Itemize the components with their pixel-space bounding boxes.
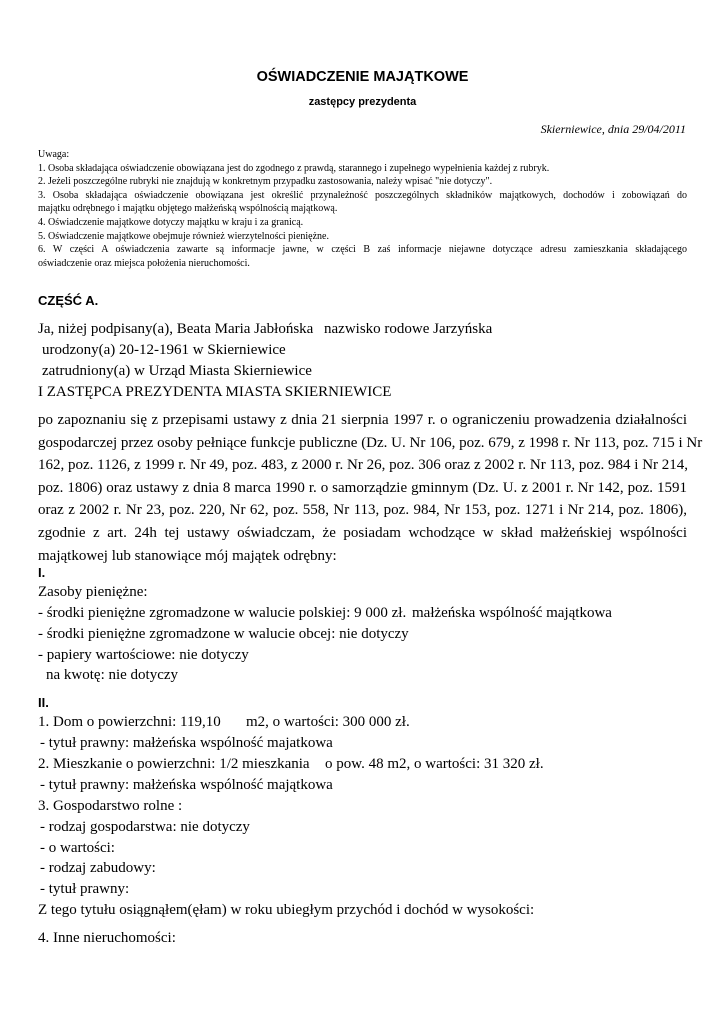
position-title: I ZASTĘPCA PREZYDENTA MIASTA SKIERNIEWICE <box>38 384 392 400</box>
house-area: 1. Dom o powierzchni: 119,10 <box>38 714 221 730</box>
notes-heading: Uwaga: <box>38 149 70 160</box>
farm-income: Z tego tytułu osiągnąłem(ęłam) w roku ubiegłym przychód i dochód w wysokości: <box>38 902 535 918</box>
cash-resources-title: Zasoby pieniężne: <box>38 584 148 600</box>
section-1-heading: I. <box>38 565 46 580</box>
securities-amount: na kwotę: nie dotyczy <box>46 667 179 683</box>
other-property-heading: 4. Inne nieruchomości: <box>38 930 176 946</box>
note-line: majątku odrębnego i majątku objętego małżeńską wspólnością majątkową. <box>38 203 338 215</box>
pln-cash-ownership: małżeńska wspólność majątkowa <box>412 605 612 621</box>
part-a-heading: CZĘŚĆ A. <box>38 293 99 308</box>
flat-legal-title: - tytuł prawny: małżeńska wspólność majątkowa <box>40 777 333 793</box>
securities: - papiery wartościowe: nie dotyczy <box>38 647 249 663</box>
birth-info: urodzony(a) 20-12-1961 w Skierniewice <box>42 342 286 358</box>
statement-line: zgodnie z art. 24h tej ustawy oświadczam, że posiadam wchodzące w skład małżeńskiej wspólności <box>38 524 687 541</box>
document-title: OŚWIADCZENIE MAJĄTKOWE <box>256 69 469 85</box>
pln-cash: - środki pieniężne zgromadzone w walucie polskiej: 9 000 zł. <box>38 605 407 621</box>
farm-legal-title: - tytuł prawny: <box>40 881 130 897</box>
note-line: 2. Jeżeli poszczególne rubryki nie znajdują w konkretnym przypadku zastosowania, należy wpisać "nie dotyczy". <box>38 176 493 188</box>
flat-value: o pow. 48 m2, o wartości: 31 320 zł. <box>325 756 544 772</box>
statement-paragraph <box>38 409 703 567</box>
statement-line: poz. 1806) oraz ustawy z dnia 8 marca 1990 r. o samorządzie gminnym (Dz. U. z 2001 r. Nr 142, poz. 1591 <box>38 479 687 496</box>
note-line: 3. Osoba składająca oświadczenie obowiązana jest określić przynależność poszczególnych składników majątkowych, dochodów i zobowiązań do <box>38 189 687 201</box>
statement-line: gospodarczej przez osoby pełniące funkcje publiczne (Dz. U. Nr 106, poz. 679, z 1998 r. Nr 113, poz. 715 i Nr <box>38 434 703 451</box>
house-value: m2, o wartości: 300 000 zł. <box>246 714 410 730</box>
farm-heading: 3. Gospodarstwo rolne : <box>38 798 183 814</box>
note-line: 6. W części A oświadczenia zawarte są informacje jawne, w części B zaś informacje niejawne dotyczące adresu zamieszkania składającego <box>38 244 687 256</box>
farm-buildings: - rodzaj zabudowy: <box>40 860 156 876</box>
foreign-cash: - środki pieniężne zgromadzone w walucie obcej: nie dotyczy <box>38 626 409 642</box>
place-and-date: Skierniewice, dnia 29/04/2011 <box>540 122 686 136</box>
maiden-name: nazwisko rodowe Jarzyńska <box>324 321 493 337</box>
statement-line: oraz z 2002 r. Nr 23, poz. 220, Nr 62, poz. 558, Nr 113, poz. 984, Nr 153, poz. 1271 i Nr 214, poz. 1806), <box>38 502 687 519</box>
house-legal-title: - tytuł prawny: małżeńska wspólność majatkowa <box>40 735 333 751</box>
instructions-notes <box>38 148 687 270</box>
employment-info: zatrudniony(a) w Urząd Miasta Skierniewice <box>42 363 312 379</box>
declarant-line: Ja, niżej podpisany(a), Beata Maria Jabłońska <box>38 321 314 337</box>
statement-line: po zapoznaniu się z przepisami ustawy z dnia 21 sierpnia 1997 r. o ograniczeniu prowadzenia działalności <box>38 412 687 428</box>
statement-line: majątkowej lub stanowiące mój majątek odrębny: <box>38 547 337 564</box>
section-2-heading: II. <box>38 695 49 710</box>
farm-type: - rodzaj gospodarstwa: nie dotyczy <box>40 819 250 835</box>
statement-line: 162, poz. 1126, z 1999 r. Nr 49, poz. 483, z 2000 r. Nr 26, poz. 306 oraz z 2002 r. Nr 113, poz. 984 i Nr 214, <box>38 457 689 474</box>
note-line: oświadczenie oraz miejsca położenia nieruchomości. <box>38 257 250 269</box>
note-line: 1. Osoba składająca oświadczenie obowiązana jest do zgodnego z prawdą, starannego i zupełnego wypełnienia każdej z rubryk. <box>38 162 550 174</box>
flat-area: 2. Mieszkanie o powierzchni: 1/2 mieszkania <box>38 756 310 772</box>
farm-value: - o wartości: <box>40 840 115 856</box>
note-line: 5. Oświadczenie majątkowe obejmuje również wierzytelności pieniężne. <box>38 230 329 242</box>
document-subtitle: zastępcy prezydenta <box>308 96 417 108</box>
note-line: 4. Oświadczenie majątkowe dotyczy majątku w kraju i za granicą. <box>38 216 304 228</box>
